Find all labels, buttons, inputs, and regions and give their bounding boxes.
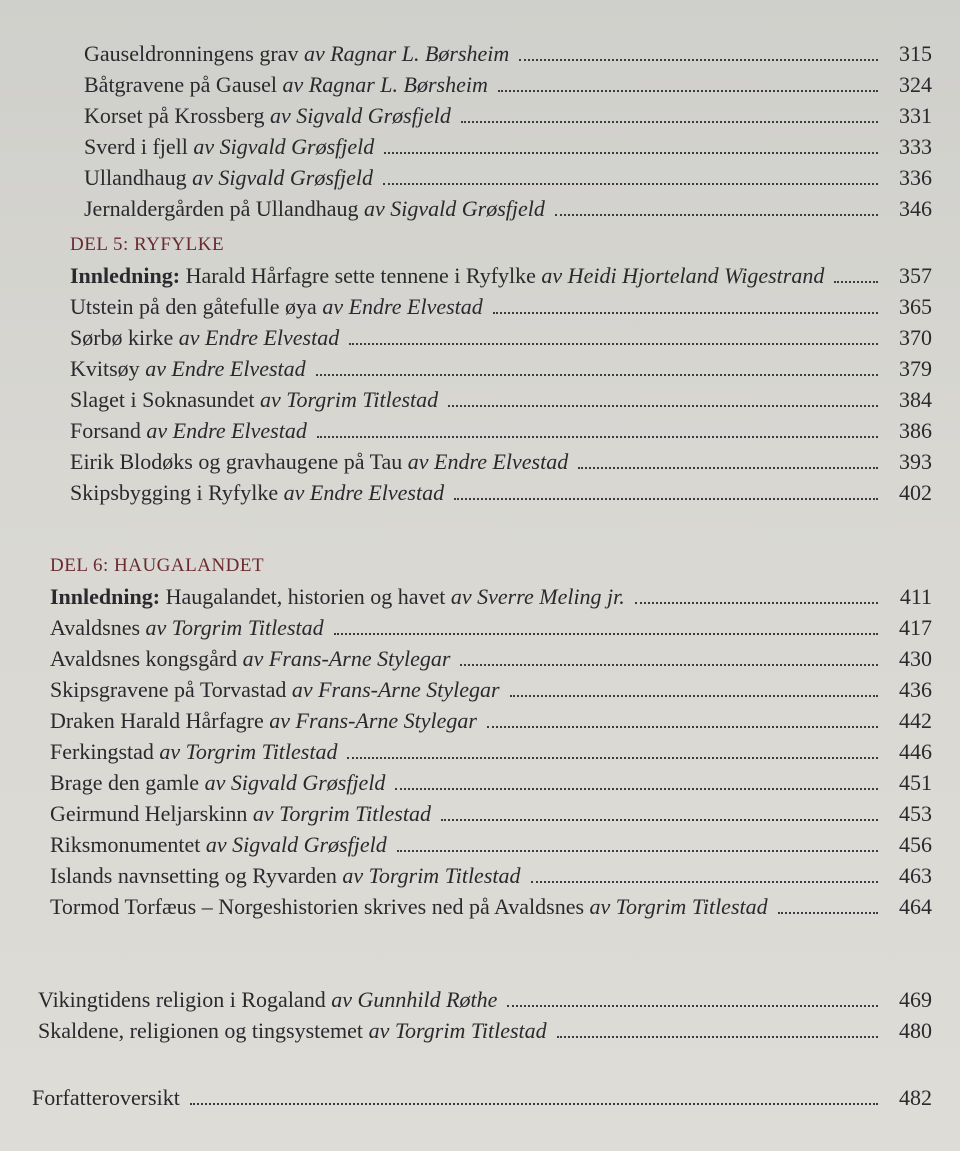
- toc-entry: [50, 887, 932, 918]
- entry-title-text: Utstein på den gåtefulle øya: [70, 294, 317, 319]
- entry-title-text: Haugalandet, historien og havet: [165, 584, 446, 609]
- entry-title: [70, 358, 306, 380]
- dot-leader: [349, 343, 878, 345]
- entry-title-text: Brage den gamle: [50, 770, 200, 795]
- toc-entry: [38, 980, 932, 1011]
- entry-title: [70, 296, 483, 318]
- toc-entry: [70, 442, 932, 473]
- page-number: 370: [899, 325, 932, 350]
- entry-author: av Ragnar L. Børsheim: [303, 41, 510, 66]
- entry-title: [70, 420, 307, 442]
- page-number: 346: [899, 196, 932, 221]
- entry-author: av Heidi Hjorteland Wigestrand: [541, 263, 825, 288]
- entry-title-text: Geirmund Heljarskinn: [50, 801, 248, 826]
- section-heading-del6: DEL 6: HAUGALANDET: [50, 555, 265, 576]
- toc-entry: [50, 732, 932, 763]
- toc-entry: [70, 349, 932, 380]
- entry-title-text: Båtgravene på Gausel: [84, 72, 278, 97]
- dot-leader: [317, 436, 878, 438]
- entry-title: [84, 167, 373, 189]
- toc-entry: [70, 411, 932, 442]
- toc-section-closing: [38, 980, 932, 1042]
- page-number: 464: [899, 894, 932, 919]
- entry-title: [50, 648, 450, 670]
- page-number: 384: [899, 387, 932, 412]
- page-number: 446: [899, 739, 932, 764]
- entry-author: av Sigvald Grøsfjeld: [205, 832, 387, 857]
- toc-entry: [70, 380, 932, 411]
- entry-author: av Torgrim Titlestad: [589, 894, 768, 919]
- entry-title-text: Tormod Torfæus – Norgeshistorien skrives ned på Avaldsnes: [50, 894, 585, 919]
- entry-title-text: Riksmonumentet: [50, 832, 201, 857]
- toc-entry: [50, 825, 932, 856]
- entry-author: av Frans-Arne Stylegar: [269, 708, 477, 733]
- entry-title-text: Slaget i Soknasundet: [70, 387, 255, 412]
- entry-prefix: Innledning:: [50, 584, 161, 609]
- entry-author: av Ragnar L. Børsheim: [282, 72, 488, 97]
- entry-title-text: Avaldsnes: [50, 615, 141, 640]
- page-number: 480: [899, 1018, 932, 1043]
- toc-section-index: [32, 1078, 932, 1109]
- dot-leader: [834, 281, 878, 283]
- entry-title: [84, 136, 374, 158]
- page-number: 357: [899, 263, 932, 288]
- entry-title: [84, 43, 509, 65]
- dot-leader: [334, 633, 878, 635]
- page-number: 436: [899, 677, 932, 702]
- page-number: 315: [899, 41, 932, 66]
- toc-entry: [70, 256, 932, 287]
- entry-author: av Sigvald Grøsfjeld: [192, 165, 374, 190]
- toc-entry: [84, 189, 932, 220]
- entry-author: av Torgrim Titlestad: [159, 739, 338, 764]
- entry-title: [84, 74, 488, 96]
- entry-title-text: Draken Harald Hårfagre: [50, 708, 264, 733]
- entry-title-text: Korset på Krossberg: [84, 103, 265, 128]
- entry-title-text: Avaldsnes kongsgård: [50, 646, 238, 671]
- page-number: 469: [899, 987, 932, 1012]
- entry-author: av Sigvald Grøsfjeld: [363, 196, 545, 221]
- dot-leader: [383, 183, 878, 185]
- entry-title: [50, 896, 768, 918]
- entry-title: [84, 105, 451, 127]
- section-heading-del5: DEL 5: RYFYLKE: [70, 234, 225, 255]
- entry-title: [38, 1020, 547, 1042]
- page-number: 333: [899, 134, 932, 159]
- page-number: 453: [899, 801, 932, 826]
- entry-author: av Torgrim Titlestad: [368, 1018, 547, 1043]
- dot-leader: [507, 1005, 878, 1007]
- dot-leader: [397, 850, 878, 852]
- entry-title-text: Sørbø kirke: [70, 325, 174, 350]
- dot-leader: [190, 1103, 878, 1105]
- page-number: 463: [899, 863, 932, 888]
- entry-title: [50, 710, 477, 732]
- entry-title-text: Jernaldergården på Ullandhaug: [84, 196, 359, 221]
- entry-prefix: Innledning:: [70, 263, 181, 288]
- entry-title: [38, 989, 497, 1011]
- entry-title: [50, 617, 324, 639]
- entry-title: [70, 265, 824, 287]
- toc-list-del5: [70, 256, 932, 504]
- entry-author: av Gunnhild Røthe: [331, 987, 498, 1012]
- page-number: 402: [899, 480, 932, 505]
- toc-entry: [84, 158, 932, 189]
- dot-leader: [316, 374, 878, 376]
- toc-entry: [70, 473, 932, 504]
- page-number: 430: [899, 646, 932, 671]
- entry-author: av Sigvald Grøsfjeld: [269, 103, 451, 128]
- entry-title-text: Forsand: [70, 418, 141, 443]
- page-number: 411: [899, 584, 932, 609]
- entry-title-text: Gauseldronningens grav: [84, 41, 299, 66]
- dot-leader: [454, 498, 878, 500]
- dot-leader: [493, 312, 878, 314]
- entry-title-text: Sverd i fjell: [84, 134, 188, 159]
- entry-title: [70, 451, 568, 473]
- entry-title-text: Harald Hårfagre sette tennene i Ryfylke: [185, 263, 536, 288]
- entry-title: [50, 586, 625, 608]
- dot-leader: [510, 695, 878, 697]
- toc-section-del5: [70, 224, 932, 504]
- dot-leader: [557, 1036, 878, 1038]
- page-number: 336: [899, 165, 932, 190]
- toc-entry: [50, 701, 932, 732]
- toc-entry: [84, 65, 932, 96]
- toc-entry: [50, 577, 932, 608]
- entry-author: av Torgrim Titlestad: [252, 801, 431, 826]
- entry-title: [70, 327, 339, 349]
- entry-author: av Endre Elvestad: [407, 449, 569, 474]
- entry-author: av Endre Elvestad: [283, 480, 445, 505]
- entry-author: av Sigvald Grøsfjeld: [204, 770, 386, 795]
- entry-title: [50, 803, 431, 825]
- page-number: 331: [899, 103, 932, 128]
- entry-title: [70, 482, 444, 504]
- dot-leader: [531, 881, 879, 883]
- toc-entry: [38, 1011, 932, 1042]
- entry-author: av Frans-Arne Stylegar: [291, 677, 500, 702]
- dot-leader: [519, 59, 878, 61]
- toc-entry: [70, 318, 932, 349]
- toc-entry: [70, 287, 932, 318]
- entry-author: av Torgrim Titlestad: [342, 863, 521, 888]
- entry-author: av Endre Elvestad: [145, 356, 306, 381]
- page-number: 451: [899, 770, 932, 795]
- toc-entry: [50, 608, 932, 639]
- toc-section-del6: [50, 545, 932, 918]
- toc-list-del6: [50, 577, 932, 918]
- entry-author: av Torgrim Titlestad: [260, 387, 439, 412]
- dot-leader: [448, 405, 878, 407]
- page-number: 393: [899, 449, 932, 474]
- toc-entry: [50, 639, 932, 670]
- dot-leader: [578, 467, 878, 469]
- toc-entry: [50, 794, 932, 825]
- entry-title: [50, 865, 521, 887]
- entry-title-text: Ferkingstad: [50, 739, 154, 764]
- entry-author: av Sverre Meling jr.: [450, 584, 625, 609]
- page-number: 417: [899, 615, 932, 640]
- entry-title-text: Skaldene, religionen og tingsystemet: [38, 1018, 364, 1043]
- entry-author: av Torgrim Titlestad: [145, 615, 324, 640]
- dot-leader: [384, 152, 878, 154]
- toc-entry: [50, 670, 932, 701]
- dot-leader: [498, 90, 878, 92]
- entry-author: av Endre Elvestad: [146, 418, 307, 443]
- toc-entry: [84, 34, 932, 65]
- entry-title-text: Skipsbygging i Ryfylke: [70, 480, 279, 505]
- dot-leader: [441, 819, 878, 821]
- entry-title: [32, 1087, 180, 1109]
- toc-entry: [84, 127, 932, 158]
- entry-title: [70, 389, 438, 411]
- page-number: 456: [899, 832, 932, 857]
- entry-title-text: Skipsgravene på Torvastad: [50, 677, 287, 702]
- dot-leader: [347, 757, 878, 759]
- toc-entry: [32, 1078, 932, 1109]
- entry-title: [50, 834, 387, 856]
- entry-title-text: Forfatteroversikt: [32, 1085, 180, 1110]
- entry-title: [50, 741, 337, 763]
- entry-author: av Endre Elvestad: [322, 294, 483, 319]
- dot-leader: [395, 788, 878, 790]
- entry-title-text: Islands navnsetting og Ryvarden: [50, 863, 337, 888]
- entry-author: av Sigvald Grøsfjeld: [193, 134, 375, 159]
- page-number: 482: [899, 1085, 932, 1110]
- entry-author: av Endre Elvestad: [178, 325, 340, 350]
- entry-title-text: Eirik Blodøks og gravhaugene på Tau: [70, 449, 403, 474]
- entry-author: av Frans-Arne Stylegar: [242, 646, 451, 671]
- entry-title-text: Kvitsøy: [70, 356, 140, 381]
- entry-title-text: Vikingtidens religion i Rogaland: [38, 987, 326, 1012]
- dot-leader: [555, 214, 878, 216]
- dot-leader: [778, 912, 878, 914]
- toc-section-top: [84, 34, 932, 220]
- toc-entry: [50, 856, 932, 887]
- entry-title: [50, 772, 385, 794]
- dot-leader: [635, 602, 878, 604]
- dot-leader: [460, 664, 878, 666]
- toc-entry: [84, 96, 932, 127]
- toc-entry: [50, 763, 932, 794]
- page-number: 386: [899, 418, 932, 443]
- page-number: 442: [899, 708, 932, 733]
- dot-leader: [487, 726, 878, 728]
- dot-leader: [461, 121, 878, 123]
- entry-title: [84, 198, 545, 220]
- entry-title-text: Ullandhaug: [84, 165, 187, 190]
- page-number: 324: [899, 72, 932, 97]
- page-number: 379: [899, 356, 932, 381]
- page-number: 365: [899, 294, 932, 319]
- entry-title: [50, 679, 500, 701]
